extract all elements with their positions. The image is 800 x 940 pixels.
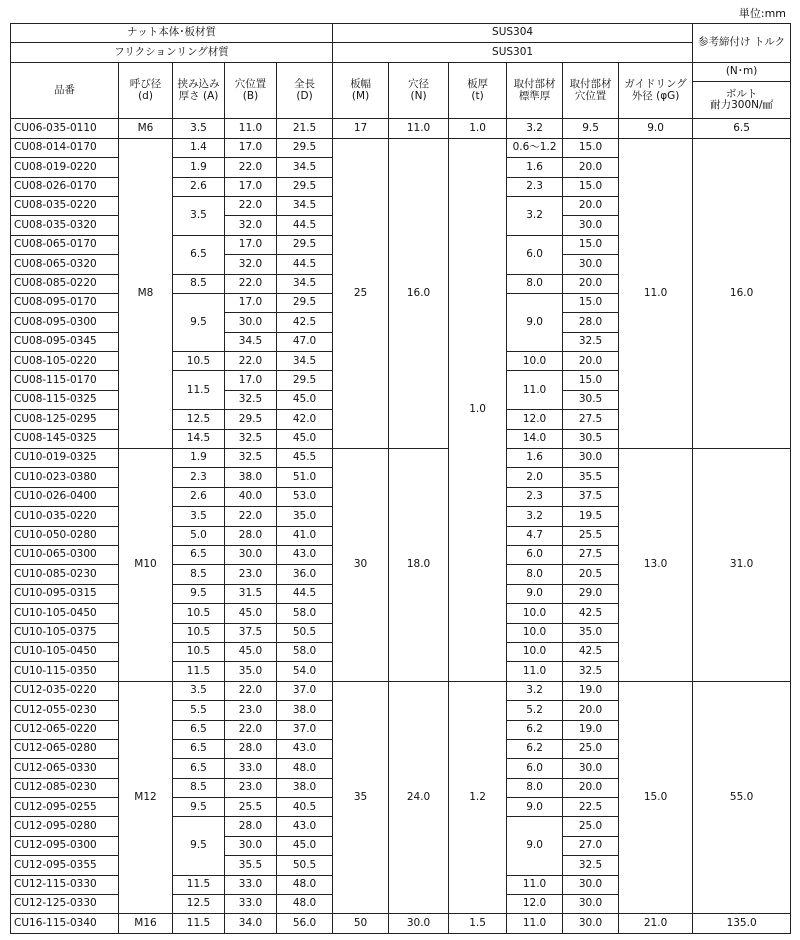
guide-ring-diameter-cell: 11.0 bbox=[619, 138, 693, 448]
hole-diameter-cell: 24.0 bbox=[389, 681, 449, 914]
hole-position-cell: 30.0 bbox=[225, 546, 277, 565]
header-row-material bbox=[11, 24, 791, 43]
total-length-cell: 34.5 bbox=[277, 196, 333, 215]
mount-std-thickness-cell: 8.0 bbox=[507, 778, 563, 797]
plate-thickness-cell: 1.0 bbox=[449, 119, 507, 138]
col-mount-hole: 取付部材 穴位置 bbox=[563, 62, 619, 119]
mount-std-thickness-cell: 2.3 bbox=[507, 487, 563, 506]
grip-thickness-cell: 1.9 bbox=[173, 449, 225, 468]
mount-hole-position-cell: 15.0 bbox=[563, 293, 619, 312]
part-number-cell: CU10-050-0280 bbox=[11, 526, 119, 545]
hole-position-cell: 17.0 bbox=[225, 235, 277, 254]
total-length-cell: 42.0 bbox=[277, 410, 333, 429]
part-number-cell: CU10-065-0300 bbox=[11, 546, 119, 565]
hole-position-cell: 40.0 bbox=[225, 487, 277, 506]
grip-thickness-cell: 9.5 bbox=[173, 798, 225, 817]
mount-std-thickness-cell: 2.0 bbox=[507, 468, 563, 487]
part-number-cell: CU12-085-0230 bbox=[11, 778, 119, 797]
hole-position-cell: 22.0 bbox=[225, 196, 277, 215]
hole-position-cell: 23.0 bbox=[225, 565, 277, 584]
total-length-cell: 37.0 bbox=[277, 720, 333, 739]
grip-thickness-cell: 10.5 bbox=[173, 352, 225, 371]
part-number-cell: CU12-055-0230 bbox=[11, 701, 119, 720]
total-length-cell: 54.0 bbox=[277, 662, 333, 681]
mount-hole-position-cell: 35.5 bbox=[563, 468, 619, 487]
hole-diameter-cell: 30.0 bbox=[389, 914, 449, 934]
grip-thickness-cell: 6.5 bbox=[173, 739, 225, 758]
torque-cell: 135.0 bbox=[693, 914, 791, 934]
total-length-cell: 47.0 bbox=[277, 332, 333, 351]
mount-std-thickness-cell: 3.2 bbox=[507, 681, 563, 700]
mount-hole-position-cell: 30.0 bbox=[563, 255, 619, 274]
hole-position-cell: 17.0 bbox=[225, 177, 277, 196]
total-length-cell: 45.0 bbox=[277, 429, 333, 448]
mount-std-thickness-cell: 1.6 bbox=[507, 449, 563, 468]
mount-hole-position-cell: 35.0 bbox=[563, 623, 619, 642]
total-length-cell: 35.0 bbox=[277, 507, 333, 526]
mount-hole-position-cell: 15.0 bbox=[563, 235, 619, 254]
mount-std-thickness-cell: 9.0 bbox=[507, 817, 563, 875]
hole-position-cell: 32.5 bbox=[225, 429, 277, 448]
hole-position-cell: 22.0 bbox=[225, 274, 277, 293]
plate-thickness-cell: 1.2 bbox=[449, 681, 507, 914]
hole-position-cell: 22.0 bbox=[225, 507, 277, 526]
part-number-cell: CU12-095-0355 bbox=[11, 856, 119, 875]
part-number-cell: CU10-105-0450 bbox=[11, 604, 119, 623]
part-number-cell: CU10-023-0380 bbox=[11, 468, 119, 487]
part-number-cell: CU08-095-0345 bbox=[11, 332, 119, 351]
mount-hole-position-cell: 28.0 bbox=[563, 313, 619, 332]
header-row-ring bbox=[11, 43, 791, 62]
col-hole-dia: 穴径 (N) bbox=[389, 62, 449, 119]
hole-position-cell: 30.0 bbox=[225, 313, 277, 332]
grip-thickness-cell: 3.5 bbox=[173, 119, 225, 138]
part-number-cell: CU08-026-0170 bbox=[11, 177, 119, 196]
grip-thickness-cell: 3.5 bbox=[173, 681, 225, 700]
hole-position-cell: 32.0 bbox=[225, 216, 277, 235]
total-length-cell: 29.5 bbox=[277, 293, 333, 312]
col-mount-std: 取付部材 標準厚 bbox=[507, 62, 563, 119]
col-hole-pos: 穴位置 (B) bbox=[225, 62, 277, 119]
hole-position-cell: 22.0 bbox=[225, 681, 277, 700]
col-nominal: 呼び径 (d) bbox=[119, 62, 173, 119]
mount-hole-position-cell: 30.0 bbox=[563, 914, 619, 934]
part-number-cell: CU10-105-0450 bbox=[11, 642, 119, 661]
grip-thickness-cell: 6.5 bbox=[173, 759, 225, 778]
mount-std-thickness-cell: 8.0 bbox=[507, 565, 563, 584]
grip-thickness-cell: 9.5 bbox=[173, 584, 225, 603]
grip-thickness-cell: 10.5 bbox=[173, 623, 225, 642]
unit-label: 単位:mm bbox=[738, 7, 786, 20]
grip-thickness-cell: 8.5 bbox=[173, 565, 225, 584]
hole-position-cell: 33.0 bbox=[225, 895, 277, 914]
mount-std-thickness-cell: 11.0 bbox=[507, 662, 563, 681]
grip-thickness-cell: 10.5 bbox=[173, 642, 225, 661]
total-length-cell: 38.0 bbox=[277, 701, 333, 720]
mount-hole-position-cell: 37.5 bbox=[563, 487, 619, 506]
guide-ring-diameter-cell: 9.0 bbox=[619, 119, 693, 138]
part-number-cell: CU12-115-0330 bbox=[11, 875, 119, 894]
mount-hole-position-cell: 19.5 bbox=[563, 507, 619, 526]
total-length-cell: 48.0 bbox=[277, 759, 333, 778]
hole-position-cell: 45.0 bbox=[225, 642, 277, 661]
part-number-cell: CU08-095-0300 bbox=[11, 313, 119, 332]
mount-hole-position-cell: 19.0 bbox=[563, 720, 619, 739]
part-number-cell: CU08-065-0170 bbox=[11, 235, 119, 254]
grip-thickness-cell: 2.3 bbox=[173, 468, 225, 487]
col-length: 全長 (D) bbox=[277, 62, 333, 119]
mount-hole-position-cell: 30.0 bbox=[563, 895, 619, 914]
plate-width-cell: 25 bbox=[333, 138, 389, 448]
hole-position-cell: 22.0 bbox=[225, 352, 277, 371]
total-length-cell: 37.0 bbox=[277, 681, 333, 700]
total-length-cell: 42.5 bbox=[277, 313, 333, 332]
header-row-columns bbox=[11, 62, 791, 81]
part-number-cell: CU12-095-0280 bbox=[11, 817, 119, 836]
nominal-size-cell: M12 bbox=[119, 681, 173, 914]
hole-position-cell: 23.0 bbox=[225, 701, 277, 720]
total-length-cell: 43.0 bbox=[277, 817, 333, 836]
total-length-cell: 45.5 bbox=[277, 449, 333, 468]
hole-position-cell: 29.5 bbox=[225, 410, 277, 429]
plate-thickness-cell: 1.0 bbox=[449, 138, 507, 681]
mount-hole-position-cell: 30.0 bbox=[563, 759, 619, 778]
mount-hole-position-cell: 15.0 bbox=[563, 138, 619, 157]
mount-hole-position-cell: 27.5 bbox=[563, 546, 619, 565]
mount-std-thickness-cell: 2.3 bbox=[507, 177, 563, 196]
total-length-cell: 34.5 bbox=[277, 274, 333, 293]
grip-thickness-cell: 2.6 bbox=[173, 487, 225, 506]
hole-position-cell: 37.5 bbox=[225, 623, 277, 642]
hole-position-cell: 34.0 bbox=[225, 914, 277, 934]
part-number-cell: CU08-065-0320 bbox=[11, 255, 119, 274]
col-part-no: 品番 bbox=[11, 62, 119, 119]
mount-std-thickness-cell: 12.0 bbox=[507, 895, 563, 914]
mount-std-thickness-cell: 8.0 bbox=[507, 274, 563, 293]
part-number-cell: CU12-065-0280 bbox=[11, 739, 119, 758]
mount-std-thickness-cell: 3.2 bbox=[507, 507, 563, 526]
torque-title: 参考締付け トルク bbox=[693, 24, 791, 63]
hole-position-cell: 17.0 bbox=[225, 293, 277, 312]
hole-position-cell: 17.0 bbox=[225, 138, 277, 157]
part-number-cell: CU12-035-0220 bbox=[11, 681, 119, 700]
hole-position-cell: 32.5 bbox=[225, 390, 277, 409]
grip-thickness-cell: 6.5 bbox=[173, 546, 225, 565]
hole-position-cell: 45.0 bbox=[225, 604, 277, 623]
torque-unit: (N･m) bbox=[693, 62, 791, 81]
grip-thickness-cell: 6.5 bbox=[173, 720, 225, 739]
grip-thickness-cell: 8.5 bbox=[173, 778, 225, 797]
mount-hole-position-cell: 15.0 bbox=[563, 371, 619, 390]
plate-width-cell: 35 bbox=[333, 681, 389, 914]
mount-std-thickness-cell: 10.0 bbox=[507, 623, 563, 642]
total-length-cell: 29.5 bbox=[277, 177, 333, 196]
ring-material-label: フリクションリング材質 bbox=[11, 43, 333, 62]
total-length-cell: 45.0 bbox=[277, 836, 333, 855]
nominal-size-cell: M6 bbox=[119, 119, 173, 138]
mount-hole-position-cell: 27.5 bbox=[563, 410, 619, 429]
nut-material-label: ナット本体･板材質 bbox=[11, 24, 333, 43]
guide-ring-diameter-cell: 15.0 bbox=[619, 681, 693, 914]
col-plate-width: 板幅 (M) bbox=[333, 62, 389, 119]
part-number-cell: CU16-115-0340 bbox=[11, 914, 119, 934]
torque-cell: 55.0 bbox=[693, 681, 791, 914]
grip-thickness-cell: 9.5 bbox=[173, 817, 225, 875]
mount-hole-position-cell: 25.5 bbox=[563, 526, 619, 545]
grip-thickness-cell: 2.6 bbox=[173, 177, 225, 196]
hole-diameter-cell: 18.0 bbox=[389, 449, 449, 682]
nut-material-value: SUS304 bbox=[333, 24, 693, 43]
mount-std-thickness-cell: 4.7 bbox=[507, 526, 563, 545]
mount-hole-position-cell: 20.5 bbox=[563, 565, 619, 584]
grip-thickness-cell: 3.5 bbox=[173, 196, 225, 235]
total-length-cell: 53.0 bbox=[277, 487, 333, 506]
table-row bbox=[11, 681, 791, 700]
mount-hole-position-cell: 25.0 bbox=[563, 739, 619, 758]
total-length-cell: 48.0 bbox=[277, 875, 333, 894]
grip-thickness-cell: 1.9 bbox=[173, 158, 225, 177]
table-row bbox=[11, 449, 791, 468]
total-length-cell: 34.5 bbox=[277, 158, 333, 177]
mount-std-thickness-cell: 12.0 bbox=[507, 410, 563, 429]
mount-std-thickness-cell: 3.2 bbox=[507, 119, 563, 138]
hole-diameter-cell: 11.0 bbox=[389, 119, 449, 138]
grip-thickness-cell: 11.5 bbox=[173, 875, 225, 894]
hole-position-cell: 28.0 bbox=[225, 817, 277, 836]
table-row bbox=[11, 119, 791, 138]
total-length-cell: 29.5 bbox=[277, 138, 333, 157]
hole-position-cell: 28.0 bbox=[225, 739, 277, 758]
mount-std-thickness-cell: 9.0 bbox=[507, 798, 563, 817]
mount-hole-position-cell: 32.5 bbox=[563, 856, 619, 875]
nominal-size-cell: M10 bbox=[119, 449, 173, 682]
mount-hole-position-cell: 30.0 bbox=[563, 449, 619, 468]
part-number-cell: CU06-035-0110 bbox=[11, 119, 119, 138]
hole-position-cell: 32.5 bbox=[225, 449, 277, 468]
mount-hole-position-cell: 20.0 bbox=[563, 196, 619, 215]
mount-std-thickness-cell: 6.0 bbox=[507, 759, 563, 778]
hole-position-cell: 23.0 bbox=[225, 778, 277, 797]
part-number-cell: CU12-125-0330 bbox=[11, 895, 119, 914]
part-number-cell: CU12-065-0220 bbox=[11, 720, 119, 739]
total-length-cell: 44.5 bbox=[277, 584, 333, 603]
mount-hole-position-cell: 29.0 bbox=[563, 584, 619, 603]
part-number-cell: CU08-125-0295 bbox=[11, 410, 119, 429]
hole-position-cell: 30.0 bbox=[225, 836, 277, 855]
mount-hole-position-cell: 22.5 bbox=[563, 798, 619, 817]
grip-thickness-cell: 9.5 bbox=[173, 293, 225, 351]
hole-position-cell: 35.5 bbox=[225, 856, 277, 875]
mount-hole-position-cell: 32.5 bbox=[563, 332, 619, 351]
total-length-cell: 51.0 bbox=[277, 468, 333, 487]
mount-hole-position-cell: 20.0 bbox=[563, 778, 619, 797]
mount-std-thickness-cell: 11.0 bbox=[507, 875, 563, 894]
part-number-cell: CU10-026-0400 bbox=[11, 487, 119, 506]
hole-position-cell: 38.0 bbox=[225, 468, 277, 487]
mount-std-thickness-cell: 6.0 bbox=[507, 546, 563, 565]
total-length-cell: 56.0 bbox=[277, 914, 333, 934]
mount-hole-position-cell: 42.5 bbox=[563, 642, 619, 661]
grip-thickness-cell: 11.5 bbox=[173, 914, 225, 934]
total-length-cell: 36.0 bbox=[277, 565, 333, 584]
guide-ring-diameter-cell: 21.0 bbox=[619, 914, 693, 934]
part-number-cell: CU12-065-0330 bbox=[11, 759, 119, 778]
mount-hole-position-cell: 9.5 bbox=[563, 119, 619, 138]
mount-hole-position-cell: 30.0 bbox=[563, 875, 619, 894]
part-number-cell: CU10-115-0350 bbox=[11, 662, 119, 681]
nominal-size-cell: M8 bbox=[119, 138, 173, 448]
mount-std-thickness-cell: 1.6 bbox=[507, 158, 563, 177]
mount-std-thickness-cell: 5.2 bbox=[507, 701, 563, 720]
total-length-cell: 48.0 bbox=[277, 895, 333, 914]
part-number-cell: CU12-095-0255 bbox=[11, 798, 119, 817]
spec-table bbox=[10, 23, 791, 934]
guide-ring-diameter-cell: 13.0 bbox=[619, 449, 693, 682]
grip-thickness-cell: 12.5 bbox=[173, 895, 225, 914]
total-length-cell: 58.0 bbox=[277, 642, 333, 661]
table-row bbox=[11, 914, 791, 934]
hole-position-cell: 25.5 bbox=[225, 798, 277, 817]
part-number-cell: CU08-115-0170 bbox=[11, 371, 119, 390]
mount-std-thickness-cell: 9.0 bbox=[507, 584, 563, 603]
total-length-cell: 50.5 bbox=[277, 623, 333, 642]
mount-std-thickness-cell: 3.2 bbox=[507, 196, 563, 235]
plate-width-cell: 50 bbox=[333, 914, 389, 934]
plate-width-cell: 30 bbox=[333, 449, 389, 682]
grip-thickness-cell: 6.5 bbox=[173, 235, 225, 274]
total-length-cell: 40.5 bbox=[277, 798, 333, 817]
total-length-cell: 38.0 bbox=[277, 778, 333, 797]
part-number-cell: CU08-035-0220 bbox=[11, 196, 119, 215]
grip-thickness-cell: 1.4 bbox=[173, 138, 225, 157]
mount-std-thickness-cell: 14.0 bbox=[507, 429, 563, 448]
mount-hole-position-cell: 30.5 bbox=[563, 429, 619, 448]
mount-hole-position-cell: 19.0 bbox=[563, 681, 619, 700]
part-number-cell: CU08-145-0325 bbox=[11, 429, 119, 448]
mount-hole-position-cell: 30.5 bbox=[563, 390, 619, 409]
mount-hole-position-cell: 42.5 bbox=[563, 604, 619, 623]
mount-std-thickness-cell: 11.0 bbox=[507, 914, 563, 934]
mount-hole-position-cell: 30.0 bbox=[563, 216, 619, 235]
mount-std-thickness-cell: 10.0 bbox=[507, 352, 563, 371]
mount-hole-position-cell: 15.0 bbox=[563, 177, 619, 196]
grip-thickness-cell: 5.5 bbox=[173, 701, 225, 720]
mount-std-thickness-cell: 10.0 bbox=[507, 604, 563, 623]
part-number-cell: CU08-019-0220 bbox=[11, 158, 119, 177]
mount-hole-position-cell: 27.0 bbox=[563, 836, 619, 855]
part-number-cell: CU08-115-0325 bbox=[11, 390, 119, 409]
col-guide-ring: ガイドリング 外径 (φG) bbox=[619, 62, 693, 119]
grip-thickness-cell: 10.5 bbox=[173, 604, 225, 623]
mount-hole-position-cell: 20.0 bbox=[563, 352, 619, 371]
part-number-cell: CU10-095-0315 bbox=[11, 584, 119, 603]
mount-hole-position-cell: 20.0 bbox=[563, 274, 619, 293]
mount-std-thickness-cell: 10.0 bbox=[507, 642, 563, 661]
hole-position-cell: 31.5 bbox=[225, 584, 277, 603]
part-number-cell: CU10-019-0325 bbox=[11, 449, 119, 468]
hole-position-cell: 22.0 bbox=[225, 720, 277, 739]
plate-width-cell: 17 bbox=[333, 119, 389, 138]
hole-position-cell: 33.0 bbox=[225, 875, 277, 894]
nominal-size-cell: M16 bbox=[119, 914, 173, 934]
part-number-cell: CU08-014-0170 bbox=[11, 138, 119, 157]
hole-diameter-cell: 16.0 bbox=[389, 138, 449, 448]
table-row bbox=[11, 138, 791, 157]
total-length-cell: 21.5 bbox=[277, 119, 333, 138]
total-length-cell: 29.5 bbox=[277, 371, 333, 390]
mount-std-thickness-cell: 11.0 bbox=[507, 371, 563, 410]
part-number-cell: CU10-035-0220 bbox=[11, 507, 119, 526]
part-number-cell: CU08-105-0220 bbox=[11, 352, 119, 371]
part-number-cell: CU08-035-0320 bbox=[11, 216, 119, 235]
mount-std-thickness-cell: 6.2 bbox=[507, 720, 563, 739]
total-length-cell: 34.5 bbox=[277, 352, 333, 371]
total-length-cell: 50.5 bbox=[277, 856, 333, 875]
hole-position-cell: 11.0 bbox=[225, 119, 277, 138]
mount-hole-position-cell: 20.0 bbox=[563, 701, 619, 720]
total-length-cell: 41.0 bbox=[277, 526, 333, 545]
grip-thickness-cell: 3.5 bbox=[173, 507, 225, 526]
part-number-cell: CU08-085-0220 bbox=[11, 274, 119, 293]
mount-std-thickness-cell: 6.2 bbox=[507, 739, 563, 758]
hole-position-cell: 35.0 bbox=[225, 662, 277, 681]
grip-thickness-cell: 5.0 bbox=[173, 526, 225, 545]
hole-position-cell: 22.0 bbox=[225, 158, 277, 177]
mount-hole-position-cell: 32.5 bbox=[563, 662, 619, 681]
total-length-cell: 58.0 bbox=[277, 604, 333, 623]
mount-std-thickness-cell: 6.0 bbox=[507, 235, 563, 274]
total-length-cell: 29.5 bbox=[277, 235, 333, 254]
part-number-cell: CU08-095-0170 bbox=[11, 293, 119, 312]
grip-thickness-cell: 14.5 bbox=[173, 429, 225, 448]
part-number-cell: CU12-095-0300 bbox=[11, 836, 119, 855]
mount-hole-position-cell: 25.0 bbox=[563, 817, 619, 836]
hole-position-cell: 34.5 bbox=[225, 332, 277, 351]
torque-cell: 6.5 bbox=[693, 119, 791, 138]
mount-hole-position-cell: 20.0 bbox=[563, 158, 619, 177]
total-length-cell: 43.0 bbox=[277, 739, 333, 758]
part-number-cell: CU10-105-0375 bbox=[11, 623, 119, 642]
col-plate-thick: 板厚 (t) bbox=[449, 62, 507, 119]
bolt-label: ボルト 耐力300N/㎟ bbox=[693, 82, 791, 119]
torque-cell: 31.0 bbox=[693, 449, 791, 682]
mount-std-thickness-cell: 0.6～1.2 bbox=[507, 138, 563, 157]
grip-thickness-cell: 11.5 bbox=[173, 662, 225, 681]
plate-thickness-cell: 1.5 bbox=[449, 914, 507, 934]
hole-position-cell: 17.0 bbox=[225, 371, 277, 390]
total-length-cell: 44.5 bbox=[277, 216, 333, 235]
col-grip: 挟み込み 厚さ (A) bbox=[173, 62, 225, 119]
mount-std-thickness-cell: 9.0 bbox=[507, 293, 563, 351]
grip-thickness-cell: 11.5 bbox=[173, 371, 225, 410]
ring-material-value: SUS301 bbox=[333, 43, 693, 62]
torque-cell: 16.0 bbox=[693, 138, 791, 448]
grip-thickness-cell: 8.5 bbox=[173, 274, 225, 293]
hole-position-cell: 32.0 bbox=[225, 255, 277, 274]
total-length-cell: 43.0 bbox=[277, 546, 333, 565]
hole-position-cell: 33.0 bbox=[225, 759, 277, 778]
hole-position-cell: 28.0 bbox=[225, 526, 277, 545]
part-number-cell: CU10-085-0230 bbox=[11, 565, 119, 584]
total-length-cell: 44.5 bbox=[277, 255, 333, 274]
grip-thickness-cell: 12.5 bbox=[173, 410, 225, 429]
total-length-cell: 45.0 bbox=[277, 390, 333, 409]
